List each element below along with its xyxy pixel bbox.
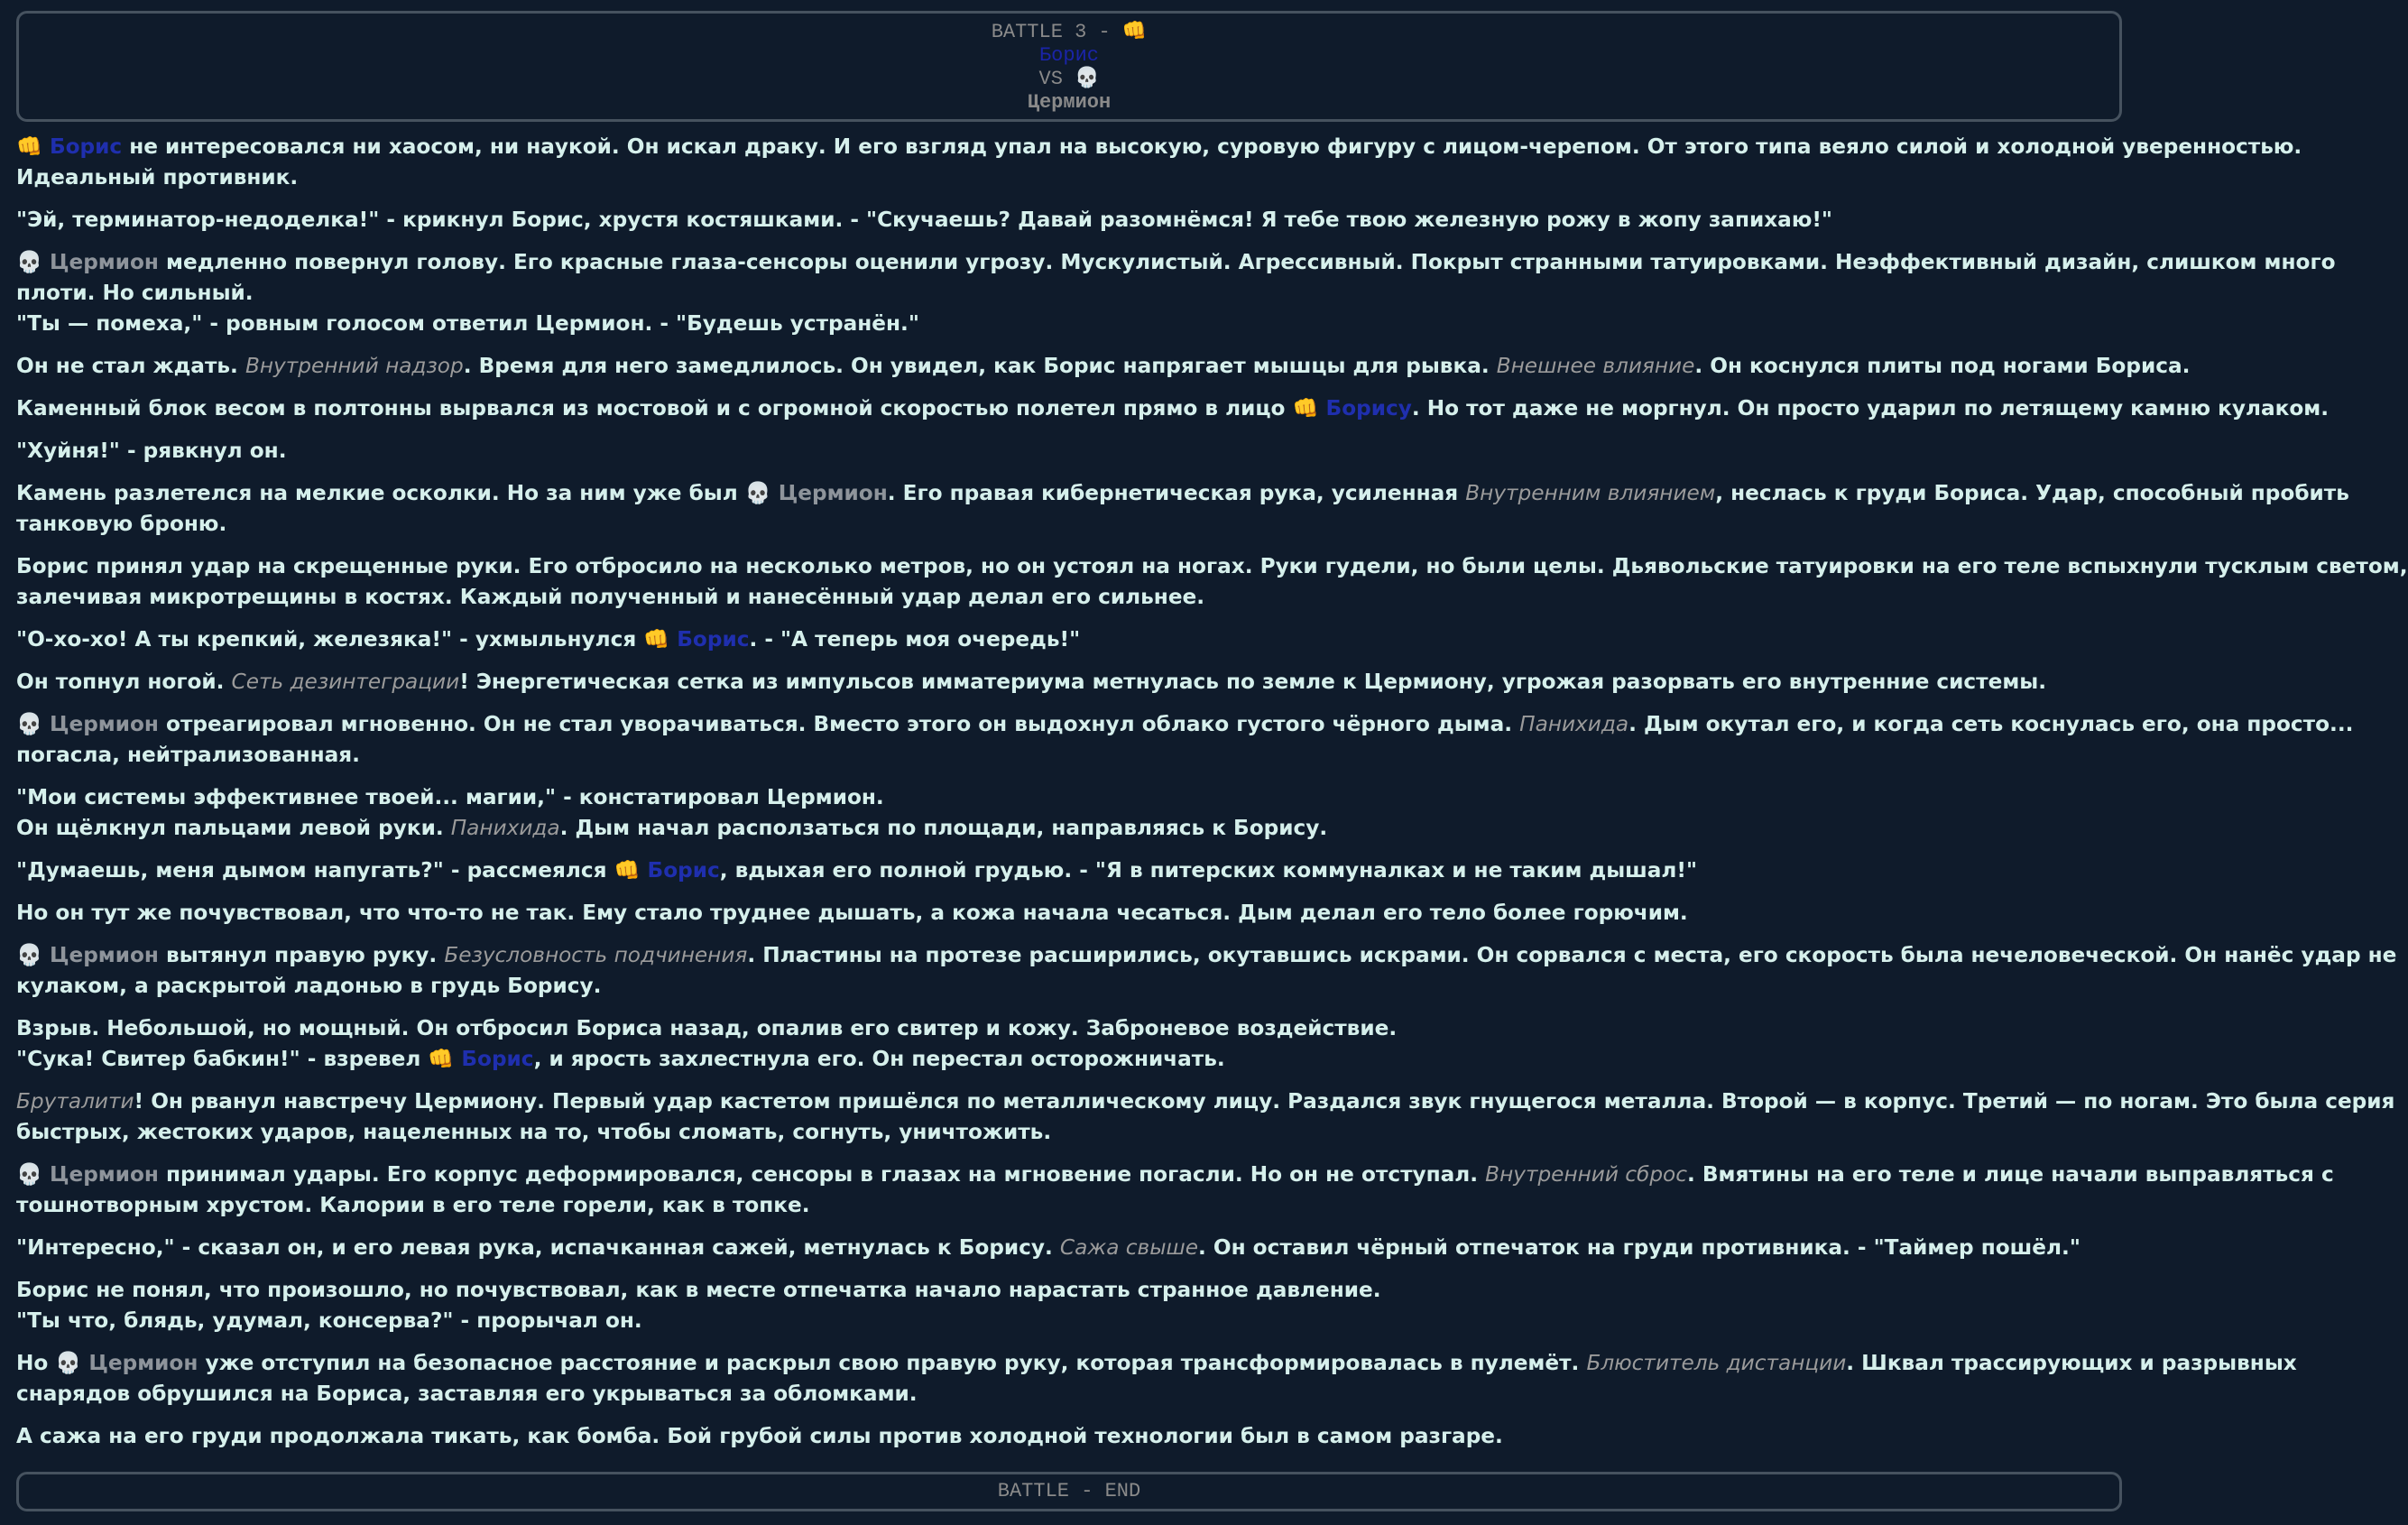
story-text: . Он коснулся плиты под ногами Бориса.: [1694, 354, 2191, 378]
fist-icon: 👊: [643, 627, 670, 652]
story-text: "О-хо-хо! А ты крепкий, железяка!" - ухмыльнулся: [16, 627, 644, 652]
fighter-mention-hermion: Цермион: [88, 1351, 198, 1375]
battle-end-label: BATTLE - END: [997, 1480, 1141, 1502]
story-paragraph-4: [16, 351, 2191, 382]
story-paragraph-13: [16, 855, 2124, 886]
story-text: быстрых, жестоких ударов, нацеленных на то, чтобы сломать, согнуть, уничтожить.: [16, 1120, 1052, 1144]
skill-name: Внутренний сброс: [1485, 1162, 1687, 1187]
story-text: . - "А теперь моя очередь!": [749, 627, 1081, 652]
story-text: А сажа на его груди продолжала тикать, как бомба. Бой грубой силы против холодной технологии был в самом разгаре.: [16, 1424, 1503, 1448]
story-text: , вдыхая его полной грудью. - "Я в питерских коммуналках и не таким дышал!": [719, 858, 1698, 883]
story-text: Но: [16, 1351, 56, 1375]
story-text: ! Энергетическая сетка из импульсов имматериума метнулась по земле к Цермиону, угрожая разорвать его внутренние системы.: [459, 670, 2047, 694]
story-text: снарядов обрушился на Бориса, заставляя его укрываться за обломками.: [16, 1382, 918, 1406]
skill-name: Безусловность подчинения: [444, 943, 748, 967]
story-text: Борис не понял, что произошло, но почувствовал, как в месте отпечатка начало нарастать странное давление.: [16, 1278, 1381, 1302]
skull-icon: 💀: [16, 1162, 42, 1187]
skill-name: Сажа свыше: [1059, 1235, 1198, 1260]
story-paragraph-14: [16, 898, 2124, 929]
story-text: "Мои системы эффективнее твоей... магии," - констатировал Цермион.: [16, 785, 884, 809]
battle-header-banner: [16, 11, 2122, 122]
story-text: "Думаешь, меня дымом напугать?" - рассмеялся: [16, 858, 614, 883]
story-text: . Дым окутал его, и когда сеть коснулась его, она просто...: [1628, 712, 2354, 736]
story-text: отреагировал мгновенно. Он не стал уворачиваться. Вместо этого он выдохнул облако густого чёрного дыма.: [158, 712, 1520, 736]
fighter-mention-hermion: Цермион: [49, 250, 159, 274]
story-paragraph-16: [16, 1013, 2124, 1075]
story-paragraph-19: [16, 1233, 2124, 1263]
fist-icon: 👊: [614, 858, 641, 883]
fighter-mention-boris: Борис: [461, 1047, 534, 1071]
skill-name: Внутренний надзор: [244, 354, 464, 378]
story-paragraph-18: [16, 1160, 2334, 1221]
fist-icon: 👊: [1292, 396, 1319, 421]
story-paragraph-20: [16, 1275, 2124, 1336]
story-text: "Эй, терминатор-недоделка!" - крикнул Борис, хрустя костяшками. - "Скучаешь? Давай разомнёмся! Я тебе твою железную рожу в жопу запихаю!": [16, 208, 1833, 232]
story-text: , неслась к груди Бориса. Удар, способный пробить: [1715, 481, 2349, 505]
story-text: залечивая микротрещины в костях. Каждый полученный и нанесённый удар делал его сильнее.: [16, 585, 1205, 609]
story-text: . Но тот даже не моргнул. Он просто ударил по летящему камню кулаком.: [1411, 396, 2330, 421]
battle-title: BATTLE 3 - 👊: [991, 21, 1148, 43]
fighter-hermion-name: Цермион: [1027, 91, 1112, 114]
story-text: "Ты что, блядь, удумал, консерва?" - прорычал он.: [16, 1308, 642, 1333]
versus-label: VS 💀: [1038, 68, 1100, 90]
story-text: принимал удары. Его корпус деформировался, сенсоры в глазах на мгновение погасли. Но он не отступал.: [158, 1162, 1486, 1187]
story-paragraph-12: [16, 782, 2124, 844]
story-text: . Время для него замедлилось. Он увидел, как Борис напрягает мышцы для рывка.: [463, 354, 1497, 378]
fighter-mention-hermion: Цермион: [778, 481, 888, 505]
story-paragraph-15: [16, 940, 2397, 1002]
story-paragraph-22: [16, 1421, 2124, 1452]
story-text: Борис принял удар на скрещенные руки. Его отбросило на несколько метров, но он устоял на ногах. Руки гудели, но были целы. Дьявольские татуировки на его теле вспыхнули тусклым светом,: [16, 554, 2408, 578]
story-paragraph-10: [16, 667, 2124, 698]
story-paragraph-1: [16, 132, 2302, 193]
fighter-mention-boris: Борис: [49, 134, 123, 159]
story-text: . Дым начал расползаться по площади, направляясь к Борису.: [559, 816, 1328, 840]
story-text: кулаком, а раскрытой ладонью в грудь Борису.: [16, 974, 602, 998]
story-text: "Интересно," - сказал он, и его левая рука, испачканная сажей, метнулась к Борису.: [16, 1235, 1060, 1260]
story-text: тошнотворным хрустом. Калории в его теле горели, как в топке.: [16, 1193, 810, 1217]
story-text: "Ты — помеха," - ровным голосом ответил Цермион. - "Будешь устранён.": [16, 311, 919, 336]
fighter-mention-boris: Борис: [647, 858, 720, 883]
story-text: вытянул правую руку.: [158, 943, 445, 967]
skull-icon: 💀: [744, 481, 771, 505]
skull-icon: 💀: [16, 943, 42, 967]
skill-name: Панихида: [450, 816, 560, 840]
fighter-mention-boris: Борису: [1325, 396, 1412, 421]
story-text: танковую броню.: [16, 512, 227, 536]
story-text: , и ярость захлестнула его. Он перестал осторожничать.: [533, 1047, 1225, 1071]
story-text: Но он тут же почувствовал, что что-то не так. Ему стало труднее дышать, а кожа начала чесаться. Дым делал его тело более горючим.: [16, 901, 1688, 925]
fist-icon: 👊: [428, 1047, 455, 1071]
skill-name: Панихида: [1519, 712, 1629, 736]
story-paragraph-8: [16, 551, 2408, 613]
skill-name: Бруталити: [16, 1089, 134, 1114]
story-paragraph-2: [16, 205, 2124, 236]
fist-icon: 👊: [16, 134, 42, 159]
battle-end-banner: [16, 1472, 2122, 1511]
skill-name: Внутренним влиянием: [1465, 481, 1716, 505]
story-text: Идеальный противник.: [16, 165, 299, 189]
story-paragraph-9: [16, 624, 2124, 655]
story-text: "Хуйня!" - рявкнул он.: [16, 439, 287, 463]
story-paragraph-17: [16, 1086, 2395, 1148]
story-text: . Пластины на протезе расширились, окутавшись искрами. Он сорвался с места, его скорость была нечеловеческой. Он нанёс удар не: [747, 943, 2397, 967]
story-paragraph-3: [16, 247, 2336, 339]
story-text: Он топнул ногой.: [16, 670, 232, 694]
story-text: Каменный блок весом в полтонны вырвался из мостовой и с огромной скоростью полетел прямо в лицо: [16, 396, 1293, 421]
story-text: не интересовался ни хаосом, ни наукой. Он искал драку. И его взгляд упал на высокую, суровую фигуру с лицом-черепом. От этого типа веяло силой и холодной уверенностью.: [122, 134, 2302, 159]
skill-name: Внешнее влияние: [1496, 354, 1695, 378]
story-paragraph-11: [16, 709, 2354, 771]
fighter-mention-hermion: Цермион: [49, 943, 159, 967]
story-text: Он щёлкнул пальцами левой руки.: [16, 816, 451, 840]
story-paragraph-5: [16, 393, 2330, 424]
story-text: "Сука! Свитер бабкин!" - взревел: [16, 1047, 429, 1071]
story-text: . Вмятины на его теле и лице начали выправляться с: [1686, 1162, 2334, 1187]
fighter-mention-hermion: Цермион: [49, 712, 159, 736]
story-text: медленно повернул голову. Его красные глаза-сенсоры оценили угрозу. Мускулистый. Агрессивный. Покрыт странными татуировками. Неэффективный дизайн, слишком много: [158, 250, 2336, 274]
skill-name: Сеть дезинтеграции: [231, 670, 460, 694]
story-text: . Его правая кибернетическая рука, усиленная: [887, 481, 1466, 505]
story-text: погасла, нейтрализованная.: [16, 743, 360, 767]
skill-name: Блюститель дистанции: [1586, 1351, 1847, 1375]
fighter-mention-hermion: Цермион: [49, 1162, 159, 1187]
story-text: Камень разлетелся на мелкие осколки. Но за ним уже был: [16, 481, 745, 505]
story-paragraph-21: [16, 1348, 2297, 1409]
fighter-boris-name: Борис: [1038, 44, 1099, 67]
story-text: уже отступил на безопасное расстояние и раскрыл свою правую руку, которая трансформировалась в пулемёт.: [198, 1351, 1587, 1375]
story-text: плоти. Но сильный.: [16, 281, 254, 305]
story-text: . Он оставил чёрный отпечаток на груди противника. - "Таймер пошёл.": [1198, 1235, 2080, 1260]
story-text: . Шквал трассирующих и разрывных: [1846, 1351, 2297, 1375]
skull-icon: 💀: [16, 250, 42, 274]
battle-story: [16, 132, 2408, 1464]
fighter-mention-boris: Борис: [677, 627, 750, 652]
skull-icon: 💀: [16, 712, 42, 736]
story-paragraph-7: [16, 478, 2349, 540]
story-paragraph-6: [16, 436, 2124, 467]
story-text: ! Он рванул навстречу Цермиону. Первый удар кастетом пришёлся по металлическому лицу. Раздался звук гнущегося металла. Второй — в корпус. Третий — по ногам. Это была серия: [134, 1089, 2395, 1114]
story-text: Взрыв. Небольшой, но мощный. Он отбросил Бориса назад, опалив его свитер и кожу. Заброневое воздействие.: [16, 1016, 1398, 1040]
skull-icon: 💀: [55, 1351, 82, 1375]
story-text: Он не стал ждать.: [16, 354, 245, 378]
